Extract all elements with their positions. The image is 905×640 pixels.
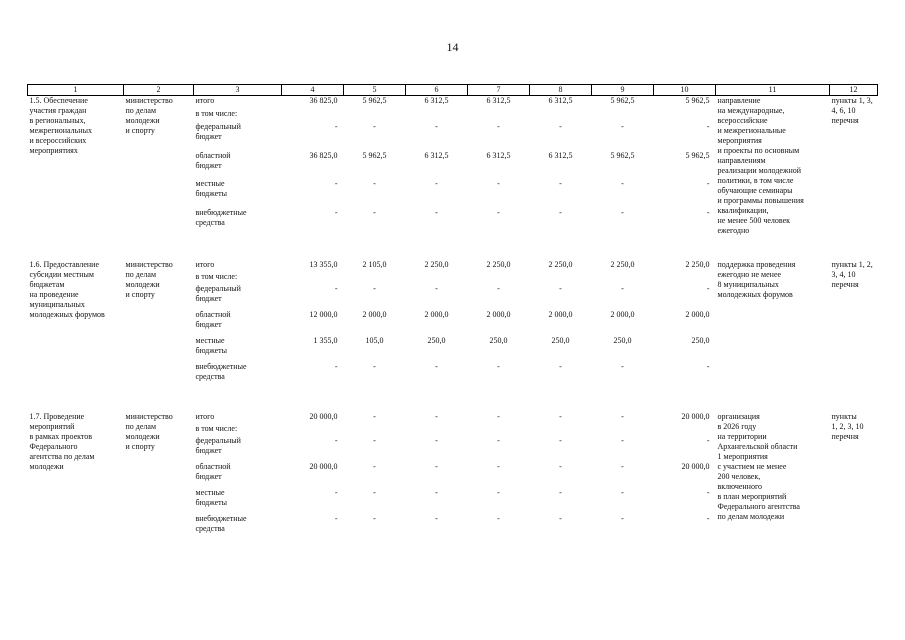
funding-amount: - (435, 488, 438, 497)
funding-source: федеральный бюджет (195, 284, 241, 303)
funding-amount: - (706, 122, 710, 132)
funding-amount: 6 312,5 (424, 96, 449, 105)
funding-source: федеральный бюджет (195, 122, 241, 142)
column-number: 12 (830, 85, 878, 96)
funding-amount (468, 272, 530, 284)
funding-source: итого (195, 260, 215, 269)
funding-amount (344, 424, 406, 436)
funding-amount (344, 109, 406, 122)
funding-amount: - (706, 436, 710, 445)
funding-amount: - (497, 362, 500, 371)
funding-amount: - (621, 362, 624, 371)
funding-amount: 105,0 (365, 336, 384, 345)
funding-amount: - (373, 412, 376, 421)
funding-amount: - (334, 436, 338, 445)
funding-amount: - (435, 284, 438, 293)
funding-amount: - (559, 514, 562, 523)
column-number: 6 (406, 85, 468, 96)
funding-amount (406, 272, 468, 284)
funding-amount: - (435, 362, 438, 371)
funding-amount: 250,0 (691, 336, 710, 345)
column-number: 3 (194, 85, 282, 96)
funding-source: итого (195, 96, 215, 105)
funding-amount: 2 105,0 (362, 260, 387, 269)
funding-amount: 2 000,0 (362, 310, 387, 319)
funding-amount: 20 000,0 (681, 462, 710, 471)
activity-name: 1.7. Проведение мероприятий в рамках проектов Федерального агентства по делам молодежи (29, 412, 95, 471)
funding-amount: - (559, 284, 562, 293)
funding-amount: - (559, 436, 562, 445)
funding-amount: - (373, 514, 376, 523)
funding-amount (592, 109, 654, 122)
funding-amount: 12 000,0 (309, 310, 338, 319)
funding-amount: 2 000,0 (486, 310, 511, 319)
column-number: 1 (28, 85, 124, 96)
funding-source: местные бюджеты (195, 488, 228, 507)
funding-amount: - (497, 514, 500, 523)
funding-amount (344, 272, 406, 284)
funding-amount (654, 109, 716, 122)
page-number: 14 (446, 40, 459, 54)
funding-amount: - (435, 436, 438, 445)
funding-amount: 6 312,5 (486, 96, 511, 105)
funding-amount: - (373, 488, 376, 497)
indicator-links: пункты 1, 2, 3, 10 перечня (831, 412, 864, 441)
responsible-executor: министерство по делам молодежи и спорту (125, 96, 173, 135)
funding-amount (282, 424, 344, 436)
funding-amount: - (621, 436, 624, 445)
funding-amount (468, 109, 530, 122)
funding-amount: 13 355,0 (309, 260, 338, 269)
activity-name: 1.6. Предоставление субсидии местным бюджетам на проведение муниципальных молодежных форумов (29, 260, 105, 319)
funding-amount: 2 250,0 (610, 260, 635, 269)
funding-amount: 2 250,0 (548, 260, 573, 269)
funding-amount: - (706, 488, 710, 497)
funding-amount: - (435, 207, 438, 217)
funding-amount: 6 312,5 (548, 96, 573, 105)
budget-table (27, 84, 878, 540)
funding-amount: - (497, 179, 500, 189)
table-row (28, 260, 878, 272)
funding-amount: - (373, 179, 376, 189)
funding-amount: - (621, 488, 624, 497)
funding-source: областной бюджет (195, 462, 231, 481)
funding-amount: - (497, 207, 500, 217)
funding-amount (282, 272, 344, 284)
expected-result: организация в 2026 году на территории Архангельской области 1 мероприятия с участием не менее 200 человек, включенного в план мероприятий Федерального агентства по делам молодежи (717, 412, 800, 521)
funding-amount: 250,0 (427, 336, 446, 345)
funding-amount: 6 312,5 (486, 150, 511, 160)
funding-amount: - (559, 488, 562, 497)
column-number: 7 (468, 85, 530, 96)
funding-amount: - (621, 179, 624, 189)
funding-source: внебюджетные средства (195, 207, 247, 227)
indicator-links: пункты 1, 3, 4, 6, 10 перечня (831, 96, 873, 125)
funding-amount: - (497, 462, 500, 471)
funding-source: внебюджетные средства (195, 362, 247, 381)
funding-amount: - (559, 412, 562, 421)
funding-source: федеральный бюджет (195, 436, 241, 455)
funding-amount: 2 000,0 (610, 310, 635, 319)
funding-source: областной бюджет (195, 150, 231, 170)
funding-amount: - (559, 122, 562, 132)
funding-amount: 2 250,0 (424, 260, 449, 269)
funding-amount: - (373, 362, 376, 371)
funding-amount (530, 109, 592, 122)
funding-amount: - (435, 412, 438, 421)
funding-amount: - (334, 122, 338, 132)
funding-amount (654, 272, 716, 284)
funding-amount: 36 825,0 (309, 96, 338, 105)
funding-amount: 5 962,5 (610, 150, 635, 160)
funding-amount: - (497, 122, 500, 132)
funding-amount: 2 250,0 (685, 260, 710, 269)
funding-amount: - (559, 179, 562, 189)
funding-source: местные бюджеты (195, 179, 228, 199)
funding-source: в том числе: (195, 109, 238, 119)
funding-amount: - (621, 462, 624, 471)
indicator-links: пункты 1, 2, 3, 4, 10 перечня (831, 260, 873, 289)
funding-amount: 2 000,0 (548, 310, 573, 319)
funding-amount: 2 000,0 (685, 310, 710, 319)
funding-amount: - (334, 488, 338, 497)
section-spacer (28, 388, 878, 412)
table-row (28, 96, 878, 110)
funding-amount: 2 000,0 (424, 310, 449, 319)
funding-amount: 250,0 (613, 336, 632, 345)
funding-amount: 5 962,5 (610, 96, 635, 105)
funding-amount: - (621, 284, 624, 293)
funding-amount: 20 000,0 (309, 462, 338, 471)
funding-amount: - (334, 284, 338, 293)
funding-amount: - (706, 514, 710, 523)
funding-amount: 5 962,5 (685, 96, 710, 105)
funding-amount: - (334, 207, 338, 217)
funding-amount: - (706, 207, 710, 217)
funding-amount (530, 424, 592, 436)
funding-amount: - (497, 412, 500, 421)
funding-source: внебюджетные средства (195, 514, 247, 533)
funding-amount: - (621, 412, 624, 421)
expected-result: поддержка проведения ежегодно не менее 8 муниципальных молодежных форумов (717, 260, 796, 299)
funding-amount: 1 355,0 (313, 336, 338, 345)
column-number: 11 (716, 85, 830, 96)
column-number: 2 (124, 85, 194, 96)
funding-amount: 6 312,5 (424, 150, 449, 160)
funding-amount: 36 825,0 (309, 150, 338, 160)
table-row (28, 412, 878, 424)
funding-amount: - (334, 179, 338, 189)
funding-amount (406, 109, 468, 122)
funding-amount: 5 962,5 (362, 96, 387, 105)
funding-amount: - (435, 462, 438, 471)
funding-amount (468, 424, 530, 436)
responsible-executor: министерство по делам молодежи и спорту (125, 412, 173, 451)
funding-amount: - (497, 284, 500, 293)
column-number-row (28, 85, 878, 96)
column-number: 10 (654, 85, 716, 96)
funding-amount: 5 962,5 (685, 150, 710, 160)
funding-amount: - (497, 436, 500, 445)
activity-name: 1.5. Обеспечение участия граждан в региональных, межрегиональных и всероссийских мероприятиях (29, 96, 92, 155)
funding-amount (654, 424, 716, 436)
column-number: 9 (592, 85, 654, 96)
funding-amount: - (373, 436, 376, 445)
table-body (28, 96, 878, 541)
funding-amount (282, 109, 344, 122)
funding-amount: - (559, 207, 562, 217)
funding-amount (530, 272, 592, 284)
funding-amount: - (621, 514, 624, 523)
funding-source: областной бюджет (195, 310, 231, 329)
funding-amount: - (435, 514, 438, 523)
funding-amount (592, 424, 654, 436)
funding-amount: 250,0 (489, 336, 508, 345)
funding-amount: - (373, 462, 376, 471)
funding-amount: 2 250,0 (486, 260, 511, 269)
funding-source: местные бюджеты (195, 336, 228, 355)
funding-amount (406, 424, 468, 436)
section-gap (28, 388, 878, 412)
funding-amount: - (373, 207, 376, 217)
funding-source: итого (195, 412, 215, 421)
expected-result: направление на международные, всероссийские и межрегиональные мероприятия и проекты по основным направлениям реализации молодежной политики, в том числе обучающие семинары и программы повышения квалификации, не менее 500 человек ежегодно (717, 96, 804, 235)
column-number: 5 (344, 85, 406, 96)
funding-amount: - (706, 179, 710, 189)
funding-amount: - (334, 514, 338, 523)
funding-amount: - (373, 122, 376, 132)
funding-amount: 6 312,5 (548, 150, 573, 160)
funding-source: в том числе: (195, 424, 238, 433)
funding-amount: - (373, 284, 376, 293)
funding-amount: - (621, 207, 624, 217)
funding-amount: - (334, 362, 338, 371)
section-spacer (28, 236, 878, 260)
funding-amount: 5 962,5 (362, 150, 387, 160)
funding-amount: - (706, 362, 710, 371)
funding-amount: 20 000,0 (309, 412, 338, 421)
funding-amount: 20 000,0 (681, 412, 710, 421)
funding-amount: - (621, 122, 624, 132)
column-number: 4 (282, 85, 344, 96)
section-gap (28, 236, 878, 260)
funding-amount: - (559, 362, 562, 371)
column-number: 8 (530, 85, 592, 96)
funding-amount: - (559, 462, 562, 471)
funding-amount (592, 272, 654, 284)
funding-amount: - (497, 488, 500, 497)
funding-amount: - (435, 122, 438, 132)
funding-amount: 250,0 (551, 336, 570, 345)
funding-source: в том числе: (195, 272, 238, 281)
funding-amount: - (435, 179, 438, 189)
funding-amount: - (706, 284, 710, 293)
responsible-executor: министерство по делам молодежи и спорту (125, 260, 173, 299)
